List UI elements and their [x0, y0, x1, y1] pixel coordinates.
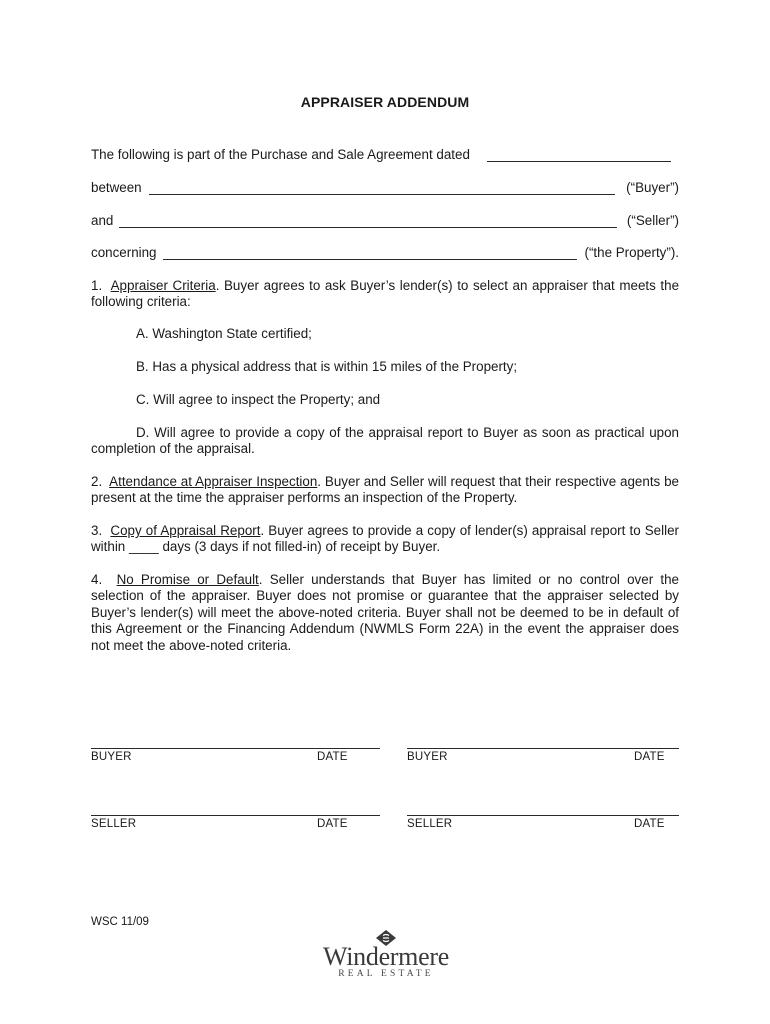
document-title: APPRAISER ADDENDUM — [300, 94, 470, 110]
buyer-tag: (“Buyer”) — [626, 180, 679, 195]
section-4 — [91, 572, 679, 654]
seller-1-signature-line[interactable] — [91, 815, 380, 816]
property-line — [91, 245, 679, 261]
section-2-number: 2. — [91, 474, 103, 489]
section-4-number: 4. — [91, 572, 103, 587]
criteria-d: D. Will agree to provide a copy of the appraisal report to Buyer as soon as practical upon completion of the appraisal. — [91, 425, 679, 457]
criteria-c: C. Will agree to inspect the Property; and — [136, 392, 381, 407]
buyer-line — [91, 180, 679, 196]
between-label: between — [91, 180, 142, 195]
buyer-2-label: BUYER — [407, 751, 448, 763]
property-blank[interactable] — [163, 259, 577, 260]
section-1-heading: Appraiser Criteria — [110, 278, 216, 293]
logo-wordmark: Windermere — [323, 942, 449, 971]
seller-tag: (“Seller”) — [626, 213, 679, 228]
section-2 — [91, 474, 679, 507]
dated-line — [91, 147, 679, 163]
buyer-1-signature-line[interactable] — [91, 748, 380, 749]
buyer-2-date-label: DATE — [634, 751, 665, 763]
criteria-b: B. Has a physical address that is within 15 miles of the Property; — [136, 359, 518, 374]
section-4-heading: No Promise or Default — [116, 572, 259, 587]
criteria-a: A. Washington State certified; — [136, 326, 312, 341]
section-2-body: . Buyer and Seller will request that their respective agents be present at the time the appraiser performs an inspection of the Property. — [91, 474, 679, 506]
property-tag: (“the Property”). — [584, 245, 679, 260]
seller-1-date-label: DATE — [317, 818, 348, 830]
section-1 — [91, 278, 679, 311]
seller-2-signature-line[interactable] — [407, 815, 679, 816]
seller-2-date-label: DATE — [634, 818, 665, 830]
section-2-heading: Attendance at Appraiser Inspection — [109, 474, 318, 489]
form-code: WSC 11/09 — [91, 916, 149, 928]
section-3-heading: Copy of Appraisal Report — [110, 523, 261, 538]
windermere-logo — [316, 930, 456, 982]
buyer-1-date-label: DATE — [317, 751, 348, 763]
section-3-number: 3. — [91, 523, 103, 538]
buyer-1-label: BUYER — [91, 751, 132, 763]
concerning-label: concerning — [91, 245, 157, 260]
seller-line — [91, 213, 679, 229]
logo-subtitle: REAL ESTATE — [338, 969, 434, 979]
and-label: and — [91, 213, 114, 228]
section-4-body: . Seller understands that Buyer has limited or no control over the selection of the appraiser. Buyer does not promise or guarantee that the appraiser selected by Buyer’s lender(s) will meet the above-noted criteria. Buyer shall not be deemed to be in default of this Agreement or the Financing Addendum (NWMLS Form 22A) in the event the appraiser does not meet the above-noted criteria. — [91, 572, 679, 653]
section-1-number: 1. — [91, 278, 103, 293]
seller-1-label: SELLER — [91, 818, 137, 830]
dated-text: The following is part of the Purchase and Sale Agreement dated — [91, 147, 470, 162]
seller-2-label: SELLER — [407, 818, 453, 830]
seller-name-blank[interactable] — [119, 227, 617, 228]
date-blank[interactable] — [487, 161, 671, 162]
buyer-name-blank[interactable] — [149, 194, 615, 195]
section-3 — [91, 523, 679, 556]
section-3-body: . Buyer agrees to provide a copy of lender(s) appraisal report to Seller within ____ days (3 days if not filled-in) of receipt by Buyer. — [91, 523, 679, 555]
buyer-2-signature-line[interactable] — [407, 748, 679, 749]
section-1-body: . Buyer agrees to ask Buyer’s lender(s) to select an appraiser that meets the following criteria: — [91, 278, 680, 310]
